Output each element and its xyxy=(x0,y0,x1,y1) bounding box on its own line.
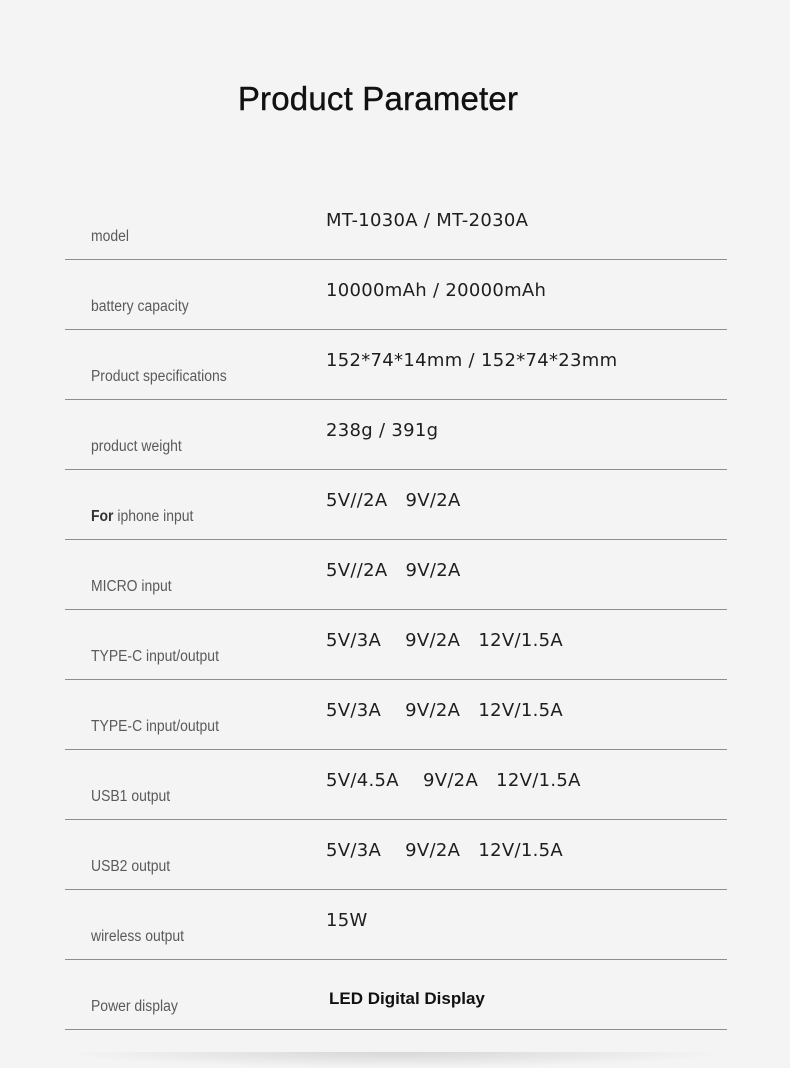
param-row-micro-input xyxy=(65,540,727,610)
param-value: 5V/3A 9V/2A 12V/1.5A xyxy=(326,700,563,721)
page-title: Product Parameter xyxy=(237,80,519,117)
param-label-prefix: For xyxy=(91,508,114,525)
param-row-wireless-output xyxy=(65,890,727,960)
param-value: 5V/3A 9V/2A 12V/1.5A xyxy=(326,630,563,651)
param-label-text: iphone input xyxy=(113,508,194,525)
param-row-model xyxy=(65,190,727,260)
param-label: product weight xyxy=(91,438,182,455)
param-value: 5V/3A 9V/2A 12V/1.5A xyxy=(326,840,563,861)
param-value: 238g / 391g xyxy=(326,420,439,441)
param-label xyxy=(91,508,193,526)
param-value: LED Digital Display xyxy=(329,989,485,1008)
param-value: 5V//2A 9V/2A xyxy=(326,560,461,581)
param-label: TYPE-C input/output xyxy=(91,718,219,735)
param-label: model xyxy=(91,228,129,245)
param-label: TYPE-C input/output xyxy=(91,648,219,665)
param-row-iphone-input xyxy=(65,470,727,540)
param-row-usb2-output xyxy=(65,820,727,890)
param-label: Product specifications xyxy=(91,368,227,385)
param-row-power-display xyxy=(65,960,727,1030)
param-row-battery-capacity xyxy=(65,260,727,330)
param-row-product-specifications xyxy=(65,330,727,400)
param-value: 5V//2A 9V/2A xyxy=(326,490,461,511)
param-label: wireless output xyxy=(91,928,185,945)
param-label: battery capacity xyxy=(91,298,189,315)
param-row-typec-1 xyxy=(65,610,727,680)
bottom-shadow xyxy=(60,1052,730,1068)
param-value: 152*74*14mm / 152*74*23mm xyxy=(326,350,618,371)
param-label: MICRO input xyxy=(91,578,172,595)
parameter-table xyxy=(65,190,727,1030)
param-value: MT-1030A / MT-2030A xyxy=(326,210,529,231)
param-value: 5V/4.5A 9V/2A 12V/1.5A xyxy=(326,770,581,791)
param-row-product-weight xyxy=(65,400,727,470)
param-row-typec-2 xyxy=(65,680,727,750)
param-value: 10000mAh / 20000mAh xyxy=(326,280,547,301)
param-label: Power display xyxy=(91,998,178,1015)
param-row-usb1-output xyxy=(65,750,727,820)
param-value: 15W xyxy=(326,910,368,931)
param-label: USB2 output xyxy=(91,858,171,875)
param-label: USB1 output xyxy=(91,788,171,805)
